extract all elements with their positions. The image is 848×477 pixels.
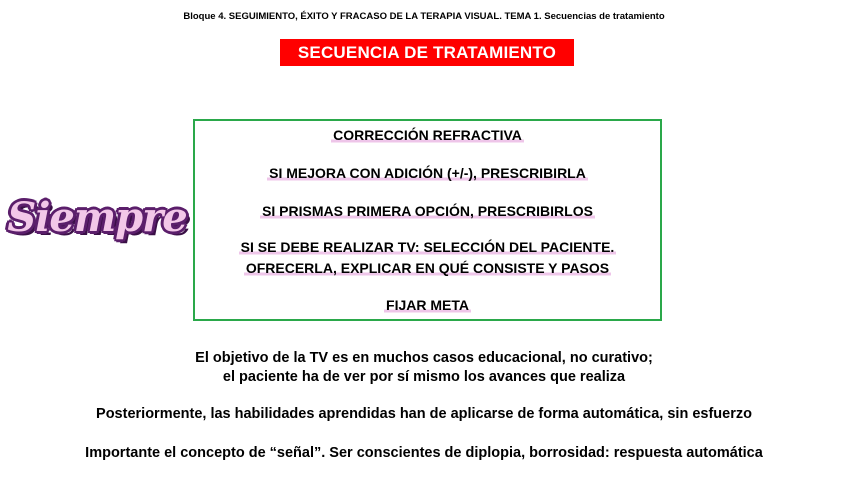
box-line-set-goal: FIJAR META: [386, 297, 469, 313]
paragraph-signal-concept: Importante el concepto de “señal”. Ser conscientes de diplopia, borrosidad: respuesta automática: [85, 445, 763, 461]
siempre-logo: [8, 183, 186, 251]
box-line-prisms: SI PRISMAS PRIMERA OPCIÓN, PRESCRIBIRLOS: [262, 203, 593, 219]
box-line-vt-explain: OFRECERLA, EXPLICAR EN QUÉ CONSISTE Y PASOS: [245, 260, 610, 276]
slide-title-banner: [280, 39, 574, 66]
slide-title: SECUENCIA DE TRATAMIENTO: [297, 42, 557, 62]
paragraph-objective-line-1: El objetivo de la TV es en muchos casos educacional, no curativo;: [195, 350, 653, 366]
box-line-vt-selection: SI SE DEBE REALIZAR TV: SELECCIÓN DEL PACIENTE.: [240, 239, 615, 255]
slide-header: Bloque 4. SEGUIMIENTO, ÉXITO Y FRACASO DE LA TERAPIA VISUAL. TEMA 1. Secuencias de tratamiento: [183, 11, 665, 22]
paragraph-objective: [0, 349, 848, 387]
box-line-refractive-correction: CORRECCIÓN REFRACTIVA: [333, 127, 522, 143]
paragraph-objective-line-2: el paciente ha de ver por sí mismo los avances que realiza: [222, 369, 626, 385]
treatment-sequence-box: [193, 119, 662, 321]
paragraph-automatic-skills: Posteriormente, las habilidades aprendidas han de aplicarse de forma automática, sin esfuerzo: [96, 406, 752, 422]
siempre-logo-text: Siempre: [7, 193, 187, 241]
box-line-addition: SI MEJORA CON ADICIÓN (+/-), PRESCRIBIRLA: [269, 165, 586, 181]
